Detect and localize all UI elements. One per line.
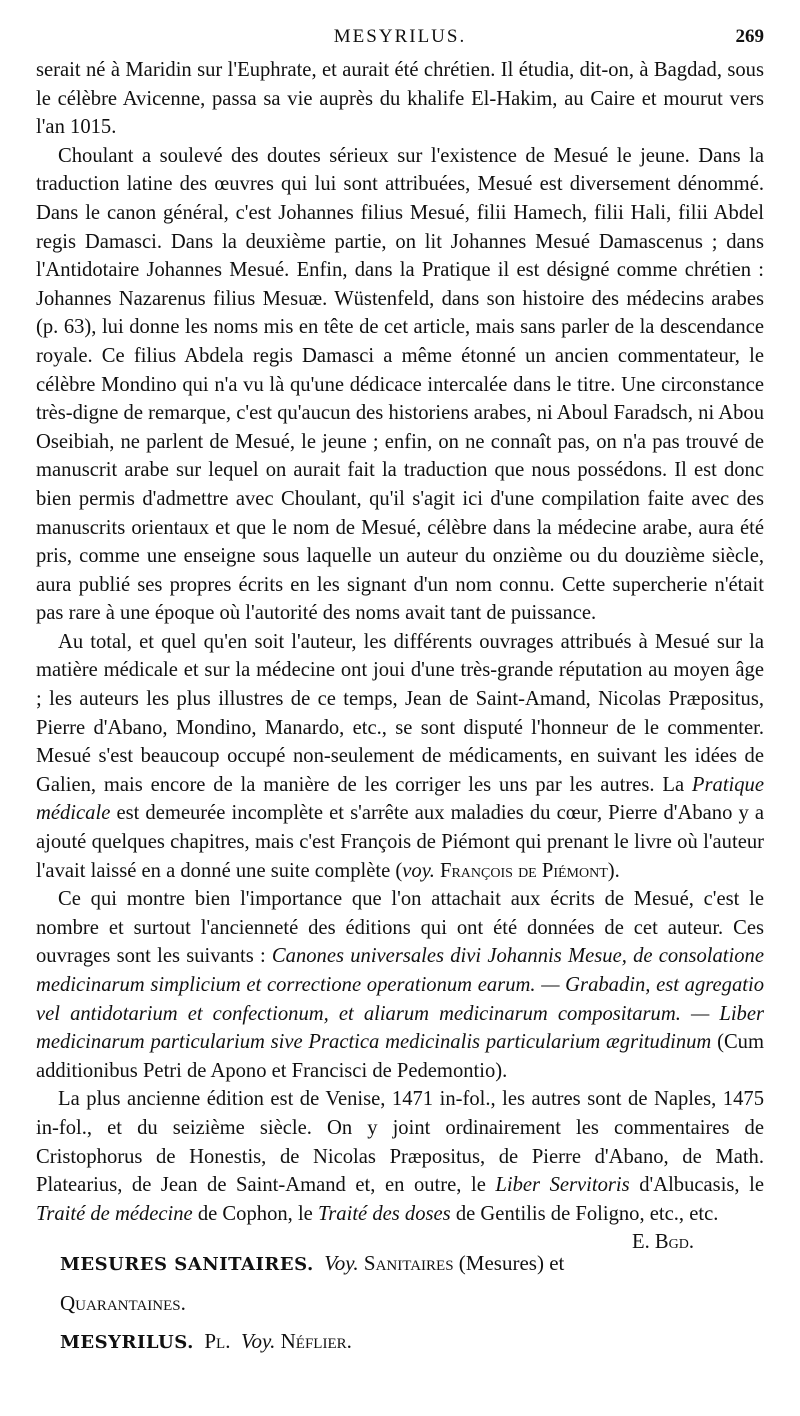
paragraph-choulant: Choulant a soulevé des doutes sérieux sur l'existence de Mesué le jeune. Dans la traduction latine des œuvres qui lui sont attribuées, Mesué est diversement dénommé. Dans le canon général, c'est Johannes filius Mesué, filii Hamech, filii Hali, filii Abdel regis Damasci. Dans la deuxième partie, on lit Johannes Mesué Damascenus ; dans l'Antidotaire Johannes Mesué. Enfin, dans la Pratique il est désigné comme chrétien : Johannes Nazarenus filius Mesuæ. Wüstenfeld, dans son histoire des médecins arabes (p. 63), lui donne les noms mis en tête de cet article, mais sans parler de la descendance royale. Ce filius Abdela regis Damasci a même étonné un ancien commentateur, le célèbre Mondino qui n'a vu là qu'une dédicace intercalée dans le titre. Une circonstance très-digne de remarque, c'est qu'aucun des historiens arabes, ni Aboul Faradsch, ni Abou Oseibiah, ne parlent de Mesué, le jeune ; enfin, on ne connaît pas, on n'a pas trouvé de manuscrit arabe sur lequel on aurait fait la traduction que nous possédons. Il est donc bien permis d'admettre avec Choulant, qu'il s'agit ici d'une compilation faite avec des manuscrits orientaux et que le nom de Mesué, célèbre dans la médecine arabe, aura été pris, comme une enseigne sous laquelle un auteur du onzième ou du douzième siècle, aura publié ses propres écrits en les signant d'un nom connu. Cette supercherie n'était pas rare à une époque où l'autorité des noms avait tant de puissance. <box>36 144 764 625</box>
author-signature: E. Bgd. <box>632 1231 694 1254</box>
italic-title: Traité de médecine <box>36 1202 193 1225</box>
text-run: (Cum additionibus Petri de Apono et Francisci de Pedemontio). <box>36 1031 764 1082</box>
italic-title: Liber Servitoris <box>495 1174 630 1197</box>
text-run: Ce qui montre bien l'importance que l'on attachait aux écrits de Mesué, c'est le nombre et surtout l'ancienneté des éditions qui ont été données de cet auteur. Ces ouvrages sont les suivants : <box>36 888 764 968</box>
italic-title: Traité des doses <box>317 1202 451 1225</box>
text-run: et <box>549 1251 565 1276</box>
paragraph-reputation <box>36 628 764 885</box>
text-run: de Cophon, le <box>192 1202 318 1225</box>
paragraph-oldest-edition <box>36 1085 764 1254</box>
text-run: Au total, et quel qu'en soit l'auteur, les différents ouvrages attribués à Mesué sur la matière médicale et sur la médecine ont joui d'une très-grande réputation au moyen âge ; les auteurs les plus illustres de ce temps, Jean de Saint-Amand, Nicolas Præpositus, Pierre d'Abano, Mondino, Manardo, etc., se sont disputé l'honneur de le commenter. Mesué s'est beaucoup occupé non-seulement de médicaments, en suivant les idées de Galien, mais encore de la manière de les corriger les uns par les autres. La <box>36 630 764 796</box>
dictionary-entries <box>36 1244 764 1362</box>
paragraph-continued: serait né à Maridin sur l'Euphrate, et aurait été chrétien. Il étudia, dit-on, à Bagdad, sous le célèbre Avicenne, passa sa vie auprès du khalife El-Hakim, au Caire et mourut vers l'an 1015. <box>36 59 764 139</box>
plural-abbrev: Pl. <box>204 1329 231 1354</box>
article-body <box>36 56 764 1254</box>
voy-abbrev: Voy. <box>324 1251 359 1276</box>
voy-abbrev: Voy. <box>240 1329 276 1354</box>
text-run: (Mesures) <box>458 1251 544 1276</box>
text-run: ). <box>607 859 620 882</box>
text-run: d'Albucasis, le <box>629 1174 764 1197</box>
text-run: est demeurée incomplète et s'arrête aux maladies du cœur, Pierre d'Abano y a ajouté quelques chapitres, mais c'est François de Piémont qui prenant le livre où l'auteur l'avait laissé en a donné une suite complète ( <box>36 802 764 882</box>
page-number: 269 <box>735 26 764 47</box>
paragraph-editions <box>36 885 764 1085</box>
entry-headword: MESYRILUS. <box>60 1332 194 1354</box>
italic-title: Pratique médicale <box>36 773 764 825</box>
cross-reference: François de Piémont <box>440 859 608 882</box>
cross-reference: Quarantaines. <box>60 1291 186 1316</box>
voy-abbrev: voy. <box>402 859 435 882</box>
entry-headword: MESURES SANITAIRES. <box>60 1254 314 1276</box>
text-run: de Gentilis de Foligno, etc., etc. <box>450 1202 719 1225</box>
running-title: MESYRILUS. <box>333 26 467 47</box>
text-run: La plus ancienne édition est de Venise, 1471 in-fol., les autres sont de Naples, 1475 in-fol., et du seizième siècle. On y joint ordinairement les commentaires de Cristophorus de Honestis, de Nicolas Præpositus, de Pierre d'Abano, de Math. Platearius, de Jean de Saint-Amand et, en outre, le <box>36 1088 764 1197</box>
cross-reference: Néflier. <box>280 1329 352 1354</box>
italic-work-titles: Canones universales divi Johannis Mesue, de consolatione medicinarum simplicium et correctione operationum earum. — Grabadin, est agregatio vel antidotarium et confectionum, et aliarum medicinarum compositarum. — Liber medicinarum particularium sive Practica medicinalis particularium ægritudinum <box>36 945 764 1054</box>
cross-reference: Sanitaires <box>363 1251 454 1276</box>
running-head <box>36 26 764 56</box>
entry-mesyrilus <box>36 1322 764 1362</box>
